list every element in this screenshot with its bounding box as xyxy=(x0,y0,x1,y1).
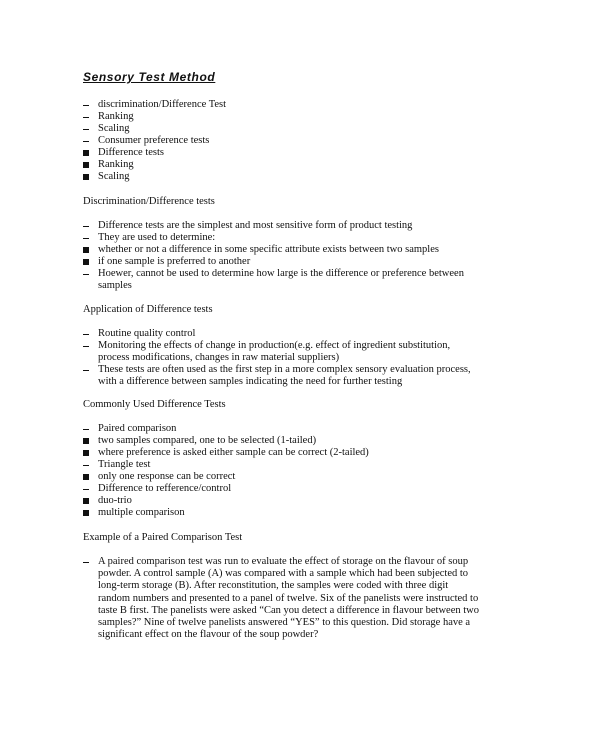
list-item: Triangle test xyxy=(98,459,151,470)
list-item-line: They are used to determine: xyxy=(98,232,216,243)
list-item-line: process modifications, changes in raw material suppliers) xyxy=(98,352,340,363)
document-title: Sensory Test Method xyxy=(83,70,216,84)
paragraph-line: samples?” Nine of twelve panelists answered “YES” to this question. Did storage have a xyxy=(98,617,471,628)
list-item-line: Hoewer, cannot be used to determine how large is the difference or preference between xyxy=(98,268,464,279)
section-heading: Application of Difference tests xyxy=(83,304,213,315)
list-item: only one response can be correct xyxy=(98,471,236,482)
dash-bullet-icon xyxy=(83,117,89,118)
list-item: Ranking xyxy=(98,111,134,122)
square-bullet-icon xyxy=(83,247,89,253)
square-bullet-icon xyxy=(83,510,89,516)
list-item: discrimination/Difference Test xyxy=(98,99,227,110)
paragraph-line: taste B first. The panelists were asked “Can you detect a difference in flavour between two xyxy=(98,604,479,616)
dash-bullet-icon xyxy=(83,562,89,563)
dash-bullet-icon xyxy=(83,346,89,347)
list-item-line: Monitoring the effects of change in production(e.g. effect of ingredient substitution, xyxy=(98,340,451,351)
list-item: multiple comparison xyxy=(98,507,185,518)
list-item: Scaling xyxy=(98,171,130,182)
list-item: two samples compared, one to be selected (1-tailed) xyxy=(98,435,317,446)
list-item: Difference tests xyxy=(98,147,164,158)
square-bullet-icon xyxy=(83,474,89,480)
paragraph-line: long-term storage (B). After reconstitution, the samples were coded with three digit xyxy=(98,580,449,592)
square-bullet-icon xyxy=(83,174,89,180)
dash-bullet-icon xyxy=(83,129,89,130)
section-heading: Example of a Paired Comparison Test xyxy=(83,532,243,543)
list-item-line: whether or not a difference in some specific attribute exists between two samples xyxy=(98,244,439,255)
dash-bullet-icon xyxy=(83,141,89,142)
list-item-line: with a difference between samples indicating the need for further testing xyxy=(98,376,403,387)
square-bullet-icon xyxy=(83,450,89,456)
square-bullet-icon xyxy=(83,259,89,265)
dash-bullet-icon xyxy=(83,334,89,335)
list-item: Scaling xyxy=(98,123,130,134)
list-item: Difference to refference/control xyxy=(98,483,232,494)
list-item-line: samples xyxy=(98,280,132,291)
paragraph-line: significant effect on the flavour of the soup powder? xyxy=(98,629,319,641)
square-bullet-icon xyxy=(83,162,89,168)
list-item: Paired comparison xyxy=(98,423,177,434)
section-heading: Commonly Used Difference Tests xyxy=(83,399,226,410)
dash-bullet-icon xyxy=(83,274,89,275)
square-bullet-icon xyxy=(83,438,89,444)
list-item-line: Routine quality control xyxy=(98,328,196,339)
paragraph-line: A paired comparison test was run to evaluate the effect of storage on the flavour of soup xyxy=(98,556,469,567)
dash-bullet-icon xyxy=(83,238,89,239)
section-heading: Discrimination/Difference tests xyxy=(83,196,215,207)
dash-bullet-icon xyxy=(83,489,89,490)
paragraph-line: random numbers and presented to a panel of twelve. Six of the panelists were instructed to xyxy=(98,592,479,604)
dash-bullet-icon xyxy=(83,226,89,227)
dash-bullet-icon xyxy=(83,370,89,371)
square-bullet-icon xyxy=(83,150,89,156)
list-item-line: These tests are often used as the first step in a more complex sensory evaluation process, xyxy=(98,364,471,375)
list-item: where preference is asked either sample can be correct (2-tailed) xyxy=(98,447,369,458)
dash-bullet-icon xyxy=(83,105,89,106)
list-item: Ranking xyxy=(98,159,134,170)
dash-bullet-icon xyxy=(83,465,89,466)
list-item: Consumer preference tests xyxy=(98,135,210,146)
list-item: duo-trio xyxy=(98,495,132,506)
square-bullet-icon xyxy=(83,498,89,504)
paragraph-line: powder. A control sample (A) was compared with a sample which had been subjected to xyxy=(98,568,469,580)
list-item-line: if one sample is preferred to another xyxy=(98,256,251,267)
dash-bullet-icon xyxy=(83,429,89,430)
list-item-line: Difference tests are the simplest and most sensitive form of product testing xyxy=(98,220,413,231)
